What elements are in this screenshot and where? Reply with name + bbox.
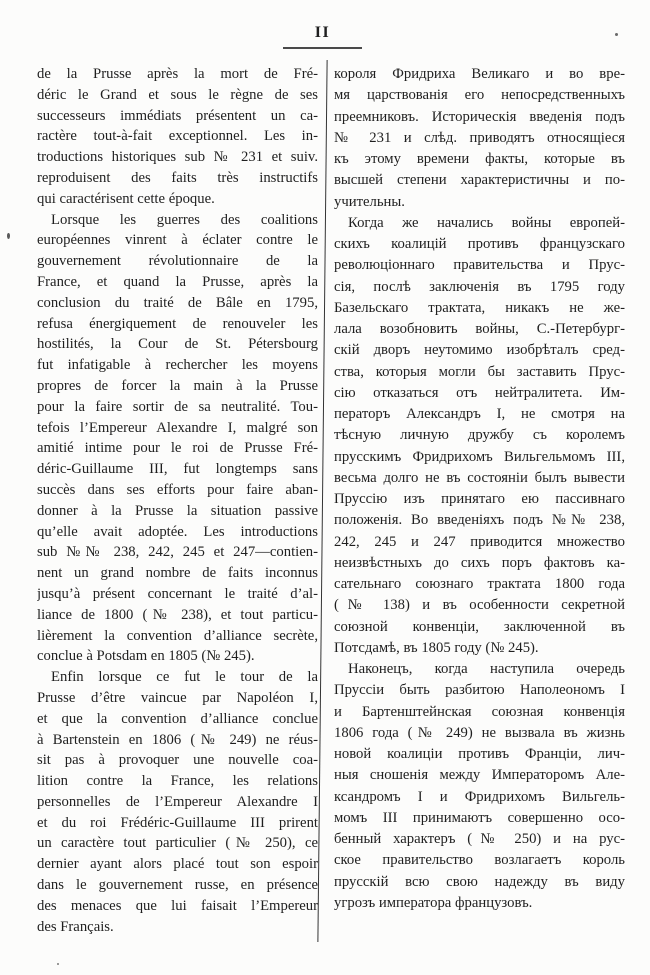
- text-line: ractère tout-à-fait exceptionnel. Les in-: [37, 128, 318, 145]
- text-line: момъ III принимаютъ совершенно осо-: [334, 809, 625, 826]
- text-line: (№ 138) и въ особенности секретной: [334, 597, 625, 614]
- text-line: тѣсную личную дружбу съ королемъ: [334, 427, 625, 444]
- text-line: nent un grand nombre de faits inconnus: [37, 565, 318, 582]
- text-line: un caractère tout particulier (№ 250), ce: [37, 835, 318, 852]
- russian-text-column: [334, 64, 625, 914]
- text-line: conclue à Potsdam en 1805 (№ 245).: [37, 648, 255, 665]
- scan-artifact-mark: [57, 963, 59, 965]
- paragraph: [334, 64, 625, 213]
- text-line: Enfin lorsque ce fut le tour de la: [51, 669, 318, 686]
- text-line: gouvernement révolutionnaire de la: [37, 253, 318, 270]
- text-line: succès dans ses efforts pour faire aban-: [37, 481, 318, 498]
- text-line: déric le Grand et sous le règne de ses: [37, 86, 318, 103]
- text-line: Наконецъ, когда наступила очередь: [348, 661, 625, 677]
- text-line: conclusion du traité de Bâle en 1795,: [37, 294, 318, 311]
- text-line: sit pas à provoquer une nouvelle coa-: [37, 752, 318, 769]
- text-line: Prusse d’être vaincue par Napoléon I,: [37, 689, 318, 706]
- text-line: Lorsque les guerres des coalitions: [51, 211, 318, 228]
- text-line: déric-Guillaume III, fut longtemps sans: [37, 461, 318, 478]
- text-line: lièrement la convention d’alliance secrète,: [37, 627, 318, 644]
- french-text-column: [37, 64, 318, 937]
- text-line: Базельскаго трактата, никакъ не же-: [334, 299, 625, 316]
- column-divider-rule: [317, 60, 328, 942]
- text-line: Когда же начались войны европей-: [348, 214, 625, 231]
- text-line: qui caractérisent cette époque.: [37, 190, 215, 207]
- text-line: 242, 245 и 247 приводится множество: [334, 533, 625, 550]
- text-line: преемниковъ. Историческія введенія подъ: [334, 108, 625, 125]
- text-line: ныя сношенія между Императоромъ Але-: [334, 767, 625, 784]
- text-line: des Français.: [37, 918, 114, 935]
- text-line: угрозъ императора французовъ.: [334, 894, 533, 911]
- text-line: бенный характеръ (№ 250) и на рус-: [334, 831, 625, 847]
- scan-artifact-mark: [7, 233, 10, 239]
- text-line: новой коалиціи противъ Франціи, лич-: [334, 746, 625, 762]
- text-line: fut infatigable à rechercher les moyens: [37, 357, 318, 374]
- text-line: высшей степени характеристичны и по-: [334, 172, 625, 189]
- text-line: неизвѣстныхъ до сихъ поръ фактовъ ка-: [334, 554, 625, 571]
- text-line: ское правительство возлагаетъ король: [334, 852, 625, 869]
- text-line: personnelles de l’Empereur Alexandre I: [37, 793, 318, 810]
- text-line: лала возобновить войны, С.-Петербург-: [334, 321, 625, 337]
- text-line: № 231 и слѣд. приводятъ относящіеся: [334, 129, 625, 146]
- text-line: весьма долго не въ состояніи былъ вывести: [334, 469, 625, 486]
- text-line: refusa énergiquement de renouveler les: [37, 315, 318, 332]
- text-line: liance de 1800 (№ 238), et tout particu-: [37, 606, 318, 623]
- paragraph: [37, 210, 318, 668]
- text-line: qu’elle avait adoptée. Les introductions: [37, 523, 318, 540]
- text-line: troductions historiques sub № 231 et suiv.: [37, 149, 318, 166]
- text-line: dans le gouvernement russe, en présence: [37, 877, 318, 894]
- text-line: скихъ коалицій противъ французскаго: [334, 236, 625, 252]
- text-line: dernier ayant alors placé tout son espoir: [37, 856, 318, 873]
- text-line: ксандромъ I и Фридрихомъ Вильгель-: [334, 788, 625, 805]
- text-line: lition contre la France, les relations: [37, 773, 318, 790]
- text-line: France, et quand la Prusse, après la: [37, 273, 318, 290]
- text-line: sub №№ 238, 242, 245 et 247—contien-: [37, 544, 318, 561]
- scan-artifact-mark: [615, 33, 618, 36]
- text-line: прусскій всю свою надежду въ виду: [334, 873, 625, 890]
- text-line: сію отказаться отъ нейтралитета. Им-: [334, 384, 625, 401]
- text-line: 1806 года (№ 249) не вызвала въ жизнь: [334, 724, 625, 741]
- text-line: et que la convention d’alliance conclue: [37, 710, 318, 727]
- text-line: jusqu’à présent concernant le traité d’al-: [37, 585, 318, 602]
- text-line: короля Фридриха Великаго и во вре-: [334, 66, 625, 82]
- text-line: et du roi Frédéric-Guillaume III prirent: [37, 814, 318, 831]
- text-line: и Бартенштейнская союзная конвенція: [334, 703, 625, 720]
- text-line: положенія. Во введеніяхъ подъ №№ 238,: [334, 512, 625, 529]
- text-line: учительны.: [334, 193, 405, 210]
- page-number: II: [283, 24, 362, 49]
- paragraph: [334, 213, 625, 659]
- text-line: à Bartenstein en 1806 (№ 249) ne réus-: [37, 731, 318, 748]
- text-line: революціоннаго правительства и Прус-: [334, 257, 625, 274]
- text-line: ператоръ Александръ I, не смотря на: [334, 406, 625, 422]
- text-line: propres de forcer la main à la Prusse: [37, 377, 318, 394]
- text-line: скій дворъ неутомимо изобрѣталъ сред-: [334, 342, 625, 359]
- text-line: hostilités, la Cour de St. Pétersbourg: [37, 336, 318, 353]
- text-line: къ этому времени факты, которые въ: [334, 151, 625, 167]
- text-line: союзной конвенціи, заключенной въ: [334, 618, 625, 635]
- paragraph: [37, 667, 318, 937]
- text-line: сія, послѣ заключенія въ 1795 году: [334, 278, 625, 295]
- text-line: des menaces que lui faisait l’Empereur: [37, 897, 318, 914]
- text-line: Пруссію изъ принятаго ею пассивнаго: [334, 491, 625, 507]
- text-line: de la Prusse après la mort de Fré-: [37, 66, 318, 82]
- text-line: мя царствованія его непосредственныхъ: [334, 87, 625, 104]
- text-line: прусскимъ Фридрихомъ Вильгельмомъ III,: [334, 448, 625, 465]
- text-line: amitié intime pour le roi de Prusse Fré-: [37, 440, 318, 457]
- text-line: Пруссіи быть разбитою Наполеономъ I: [334, 682, 625, 699]
- text-line: pour la faire sortir de sa neutralité. Tou-: [37, 398, 318, 415]
- text-line: successeurs immédiats présentent un ca-: [37, 107, 318, 124]
- paragraph: [37, 64, 318, 210]
- text-line: Потсдамѣ, въ 1805 году (№ 245).: [334, 639, 539, 656]
- text-line: ства, которыя могли бы заставить Прус-: [334, 363, 625, 380]
- text-line: tefois l’Empereur Alexandre I, malgré son: [37, 419, 318, 436]
- text-line: donner à la Prusse la situation passive: [37, 502, 318, 519]
- text-line: reproduisent des faits très instructifs: [37, 169, 318, 186]
- paragraph: [334, 659, 625, 914]
- text-line: сательнаго союзнаго трактата 1800 года: [334, 576, 625, 592]
- text-line: européennes vinrent à éclater contre le: [37, 232, 318, 249]
